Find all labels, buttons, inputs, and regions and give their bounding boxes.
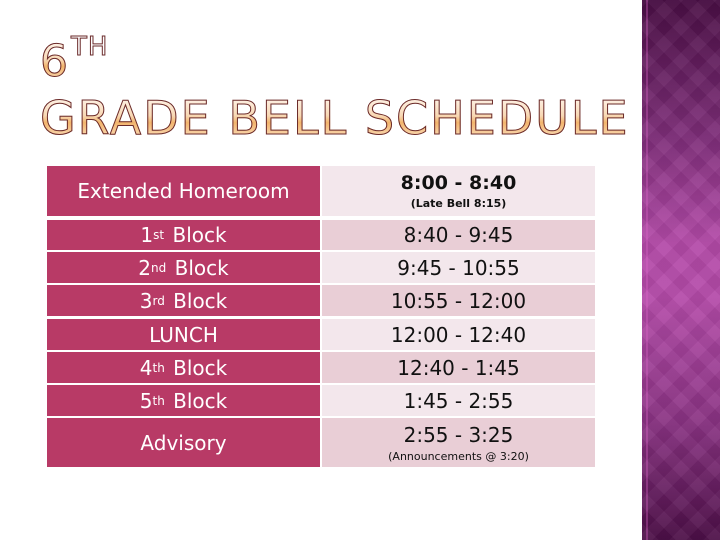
period-time: 12:00 - 12:40 bbox=[322, 319, 595, 350]
table-row-block-1 bbox=[47, 220, 595, 250]
period-label: Advisory bbox=[47, 418, 320, 467]
period-time: 10:55 - 12:00 bbox=[322, 285, 595, 316]
period-time: 12:40 - 1:45 bbox=[322, 352, 595, 383]
announcements-note: (Announcements @ 3:20) bbox=[388, 449, 529, 463]
late-bell-note: (Late Bell 8:15) bbox=[410, 197, 507, 210]
table-row-advisory bbox=[47, 418, 595, 467]
period-label: 2 nd Block bbox=[47, 252, 320, 283]
time-range: 2:55 - 3:25 bbox=[403, 422, 514, 447]
period-time: 9:45 - 10:55 bbox=[322, 252, 595, 283]
period-time bbox=[322, 418, 595, 467]
period-label: 4 th Block bbox=[47, 352, 320, 383]
period-label: Extended Homeroom bbox=[47, 166, 320, 216]
table-row-lunch bbox=[47, 319, 595, 350]
title-superscript: TH bbox=[71, 32, 109, 62]
period-label: LUNCH bbox=[47, 319, 320, 350]
table-row-block-3 bbox=[47, 285, 595, 316]
period-label: 3 rd Block bbox=[47, 285, 320, 316]
decorative-side-band bbox=[642, 0, 720, 540]
title-subtitle: GRADE BELL SCHEDULE bbox=[40, 91, 630, 145]
period-label: 1 st Block bbox=[47, 220, 320, 250]
table-row-block-2 bbox=[47, 252, 595, 283]
period-time bbox=[322, 166, 595, 216]
period-time: 8:40 - 9:45 bbox=[322, 220, 595, 250]
table-row-homeroom bbox=[47, 166, 595, 216]
time-range: 8:00 - 8:40 bbox=[400, 172, 517, 194]
period-label: 5 th Block bbox=[47, 385, 320, 416]
title-grade-number: 6TH bbox=[40, 32, 109, 87]
period-time: 1:45 - 2:55 bbox=[322, 385, 595, 416]
table-row-block-4 bbox=[47, 352, 595, 383]
table-row-block-5 bbox=[47, 385, 595, 416]
